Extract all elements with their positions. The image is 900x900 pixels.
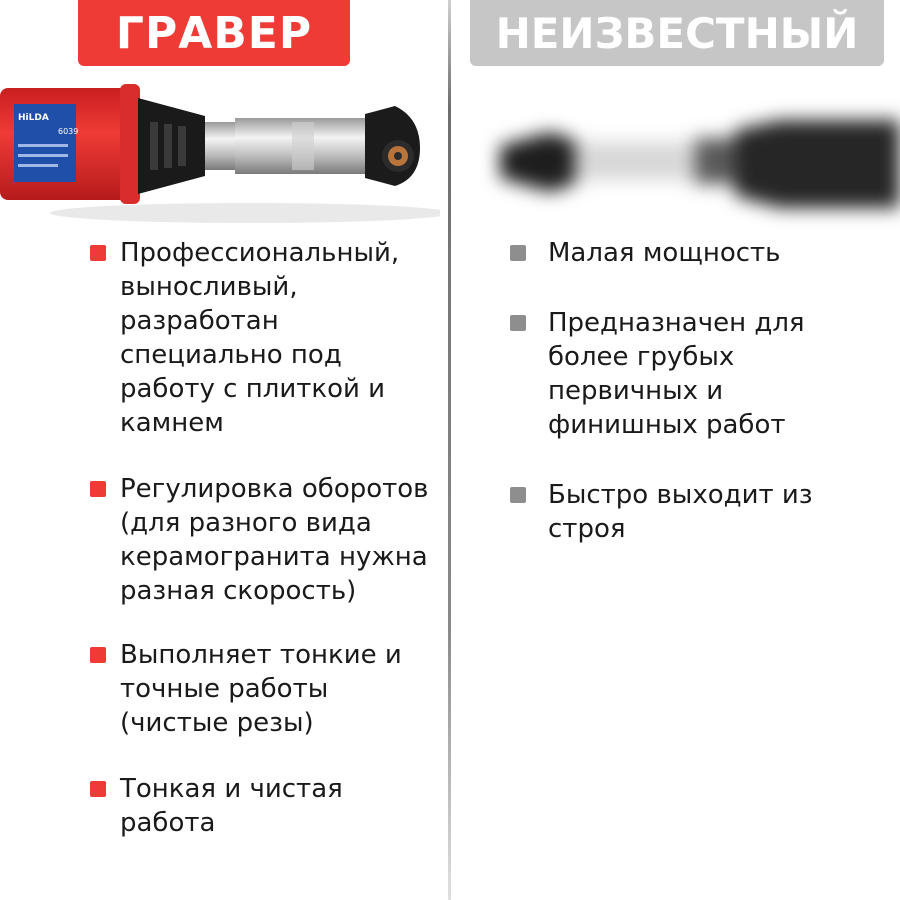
- list-item: [510, 306, 840, 442]
- gray-bullet-icon: [510, 315, 526, 331]
- feature-text: Профессиональный, выносливый, разработан специально под работу с плиткой и камнем: [120, 238, 400, 438]
- gray-bullet-icon: [510, 487, 526, 503]
- feature-text: Выполняет тонкие и точные работы (чистые резы): [120, 640, 402, 738]
- list-item: [510, 236, 840, 270]
- feature-text: Регулировка оборотов (для разного вида керамогранита нужна разная скорость): [120, 474, 429, 606]
- feature-text: Быстро выходит из строя: [548, 480, 813, 544]
- feature-text: Предназначен для более грубых первичных и финишных работ: [548, 308, 805, 440]
- unknown-feature-list: [510, 236, 840, 582]
- list-item: [90, 772, 440, 840]
- list-item: [90, 472, 440, 608]
- tool-brand-label: HiLDA: [18, 113, 49, 123]
- engraver-feature-list: [90, 236, 440, 872]
- red-bullet-icon: [90, 245, 106, 261]
- list-item: [510, 478, 840, 546]
- tool-model-label: 6039: [58, 127, 79, 136]
- red-bullet-icon: [90, 647, 106, 663]
- feature-text: Малая мощность: [548, 238, 781, 268]
- center-divider: [448, 0, 451, 900]
- feature-text: Тонкая и чистая работа: [120, 774, 343, 838]
- unknown-tool-image: [480, 96, 900, 226]
- list-item: [90, 638, 440, 740]
- engraver-tool-image: [0, 78, 440, 228]
- right-title-badge: НЕИЗВЕСТНЫЙ: [470, 0, 884, 66]
- gray-bullet-icon: [510, 245, 526, 261]
- list-item: [90, 236, 440, 440]
- red-bullet-icon: [90, 481, 106, 497]
- red-bullet-icon: [90, 781, 106, 797]
- left-title-badge: ГРАВЕР: [78, 0, 350, 66]
